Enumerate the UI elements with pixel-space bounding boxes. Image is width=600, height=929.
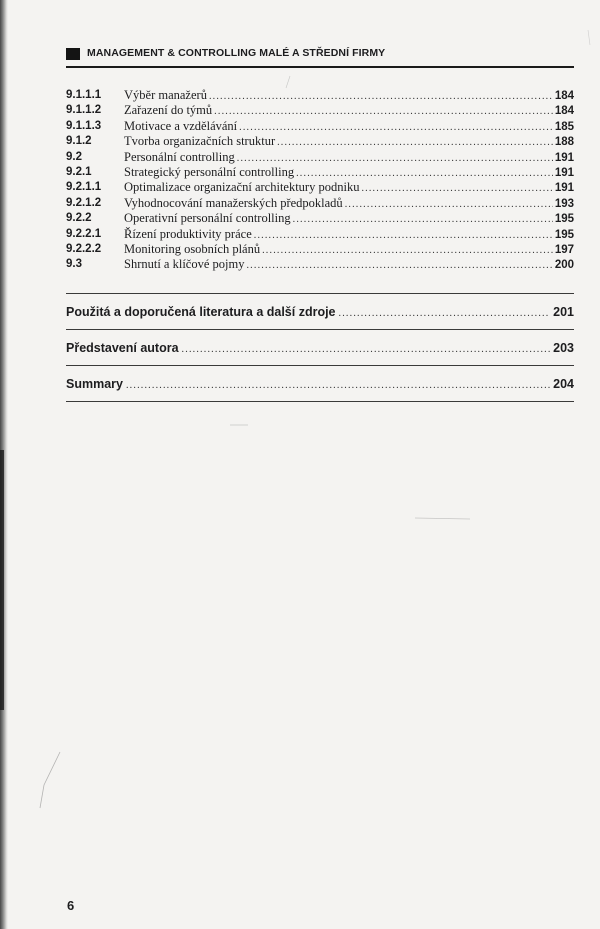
toc-entry-page: 188 bbox=[554, 136, 574, 149]
toc-entry-title: Zařazení do týmů bbox=[124, 103, 213, 118]
toc-entry-number: 9.2 bbox=[66, 150, 82, 163]
toc-entry-title: Motivace a vzdělávání bbox=[124, 118, 238, 133]
toc-entry-page: 191 bbox=[554, 182, 574, 195]
toc-entry-title: Shrnutí a klíčové pojmy bbox=[124, 257, 245, 272]
toc-entry-number: 9.2.2.2 bbox=[66, 242, 102, 255]
toc-entry-page: 195 bbox=[554, 213, 574, 226]
toc-entry-title: Vyhodnocování manažerských předpokladů bbox=[124, 195, 343, 210]
section-title: Použitá a doporučená literatura a další zdroje bbox=[66, 305, 336, 319]
toc-entry-title: Strategický personální controlling bbox=[124, 164, 295, 179]
toc-entry-title: Řízení produktivity práce bbox=[124, 226, 252, 241]
toc-entry-number: 9.1.1.1 bbox=[66, 89, 102, 101]
header-title: MANAGEMENT & CONTROLLING MALÉ A STŘEDNÍ FIRMY bbox=[87, 47, 386, 59]
toc-entry-page: 195 bbox=[554, 228, 574, 241]
toc-entry-page: 185 bbox=[554, 120, 574, 133]
toc-entry-title: Personální controlling bbox=[124, 149, 235, 164]
toc-entry-page: 193 bbox=[554, 197, 574, 210]
toc-entry-number: 9.2.1.1 bbox=[66, 181, 102, 194]
toc-entry-page: 191 bbox=[554, 151, 574, 164]
toc-entry-number: 9.1.2 bbox=[66, 135, 92, 148]
toc-entry-page: 191 bbox=[554, 166, 574, 179]
toc-entry-number: 9.3 bbox=[66, 258, 82, 271]
toc-entry-number: 9.2.2.1 bbox=[66, 227, 102, 240]
section-title: Summary bbox=[66, 377, 123, 391]
toc-entry-title: Výběr manažerů bbox=[124, 88, 207, 102]
page-number: 6 bbox=[67, 898, 75, 913]
section-page: 203 bbox=[553, 341, 574, 355]
toc-entry-title: Operativní personální controlling bbox=[124, 211, 291, 226]
toc-entry-page: 184 bbox=[554, 105, 574, 118]
toc-entry-number: 9.1.1.2 bbox=[66, 104, 102, 117]
toc-entry-number: 9.2.1 bbox=[66, 165, 92, 178]
toc-entry-title: Tvorba organizačních struktur bbox=[124, 134, 276, 149]
toc-entry-title: Monitoring osobních plánů bbox=[124, 241, 261, 256]
section-page: 201 bbox=[553, 305, 574, 319]
section-page: 204 bbox=[553, 377, 574, 391]
toc-entry-page: 184 bbox=[554, 90, 574, 102]
toc-entry-number: 9.1.1.3 bbox=[66, 119, 102, 132]
toc-entry-page: 197 bbox=[554, 243, 574, 256]
toc-entry-page: 200 bbox=[554, 259, 574, 272]
toc-entry-number: 9.2.1.2 bbox=[66, 196, 102, 209]
toc-entry-title: Optimalizace organizační architektury podniku bbox=[124, 180, 360, 195]
toc-entry-number: 9.2.2 bbox=[66, 212, 92, 225]
section-title: Představení autora bbox=[66, 341, 179, 355]
